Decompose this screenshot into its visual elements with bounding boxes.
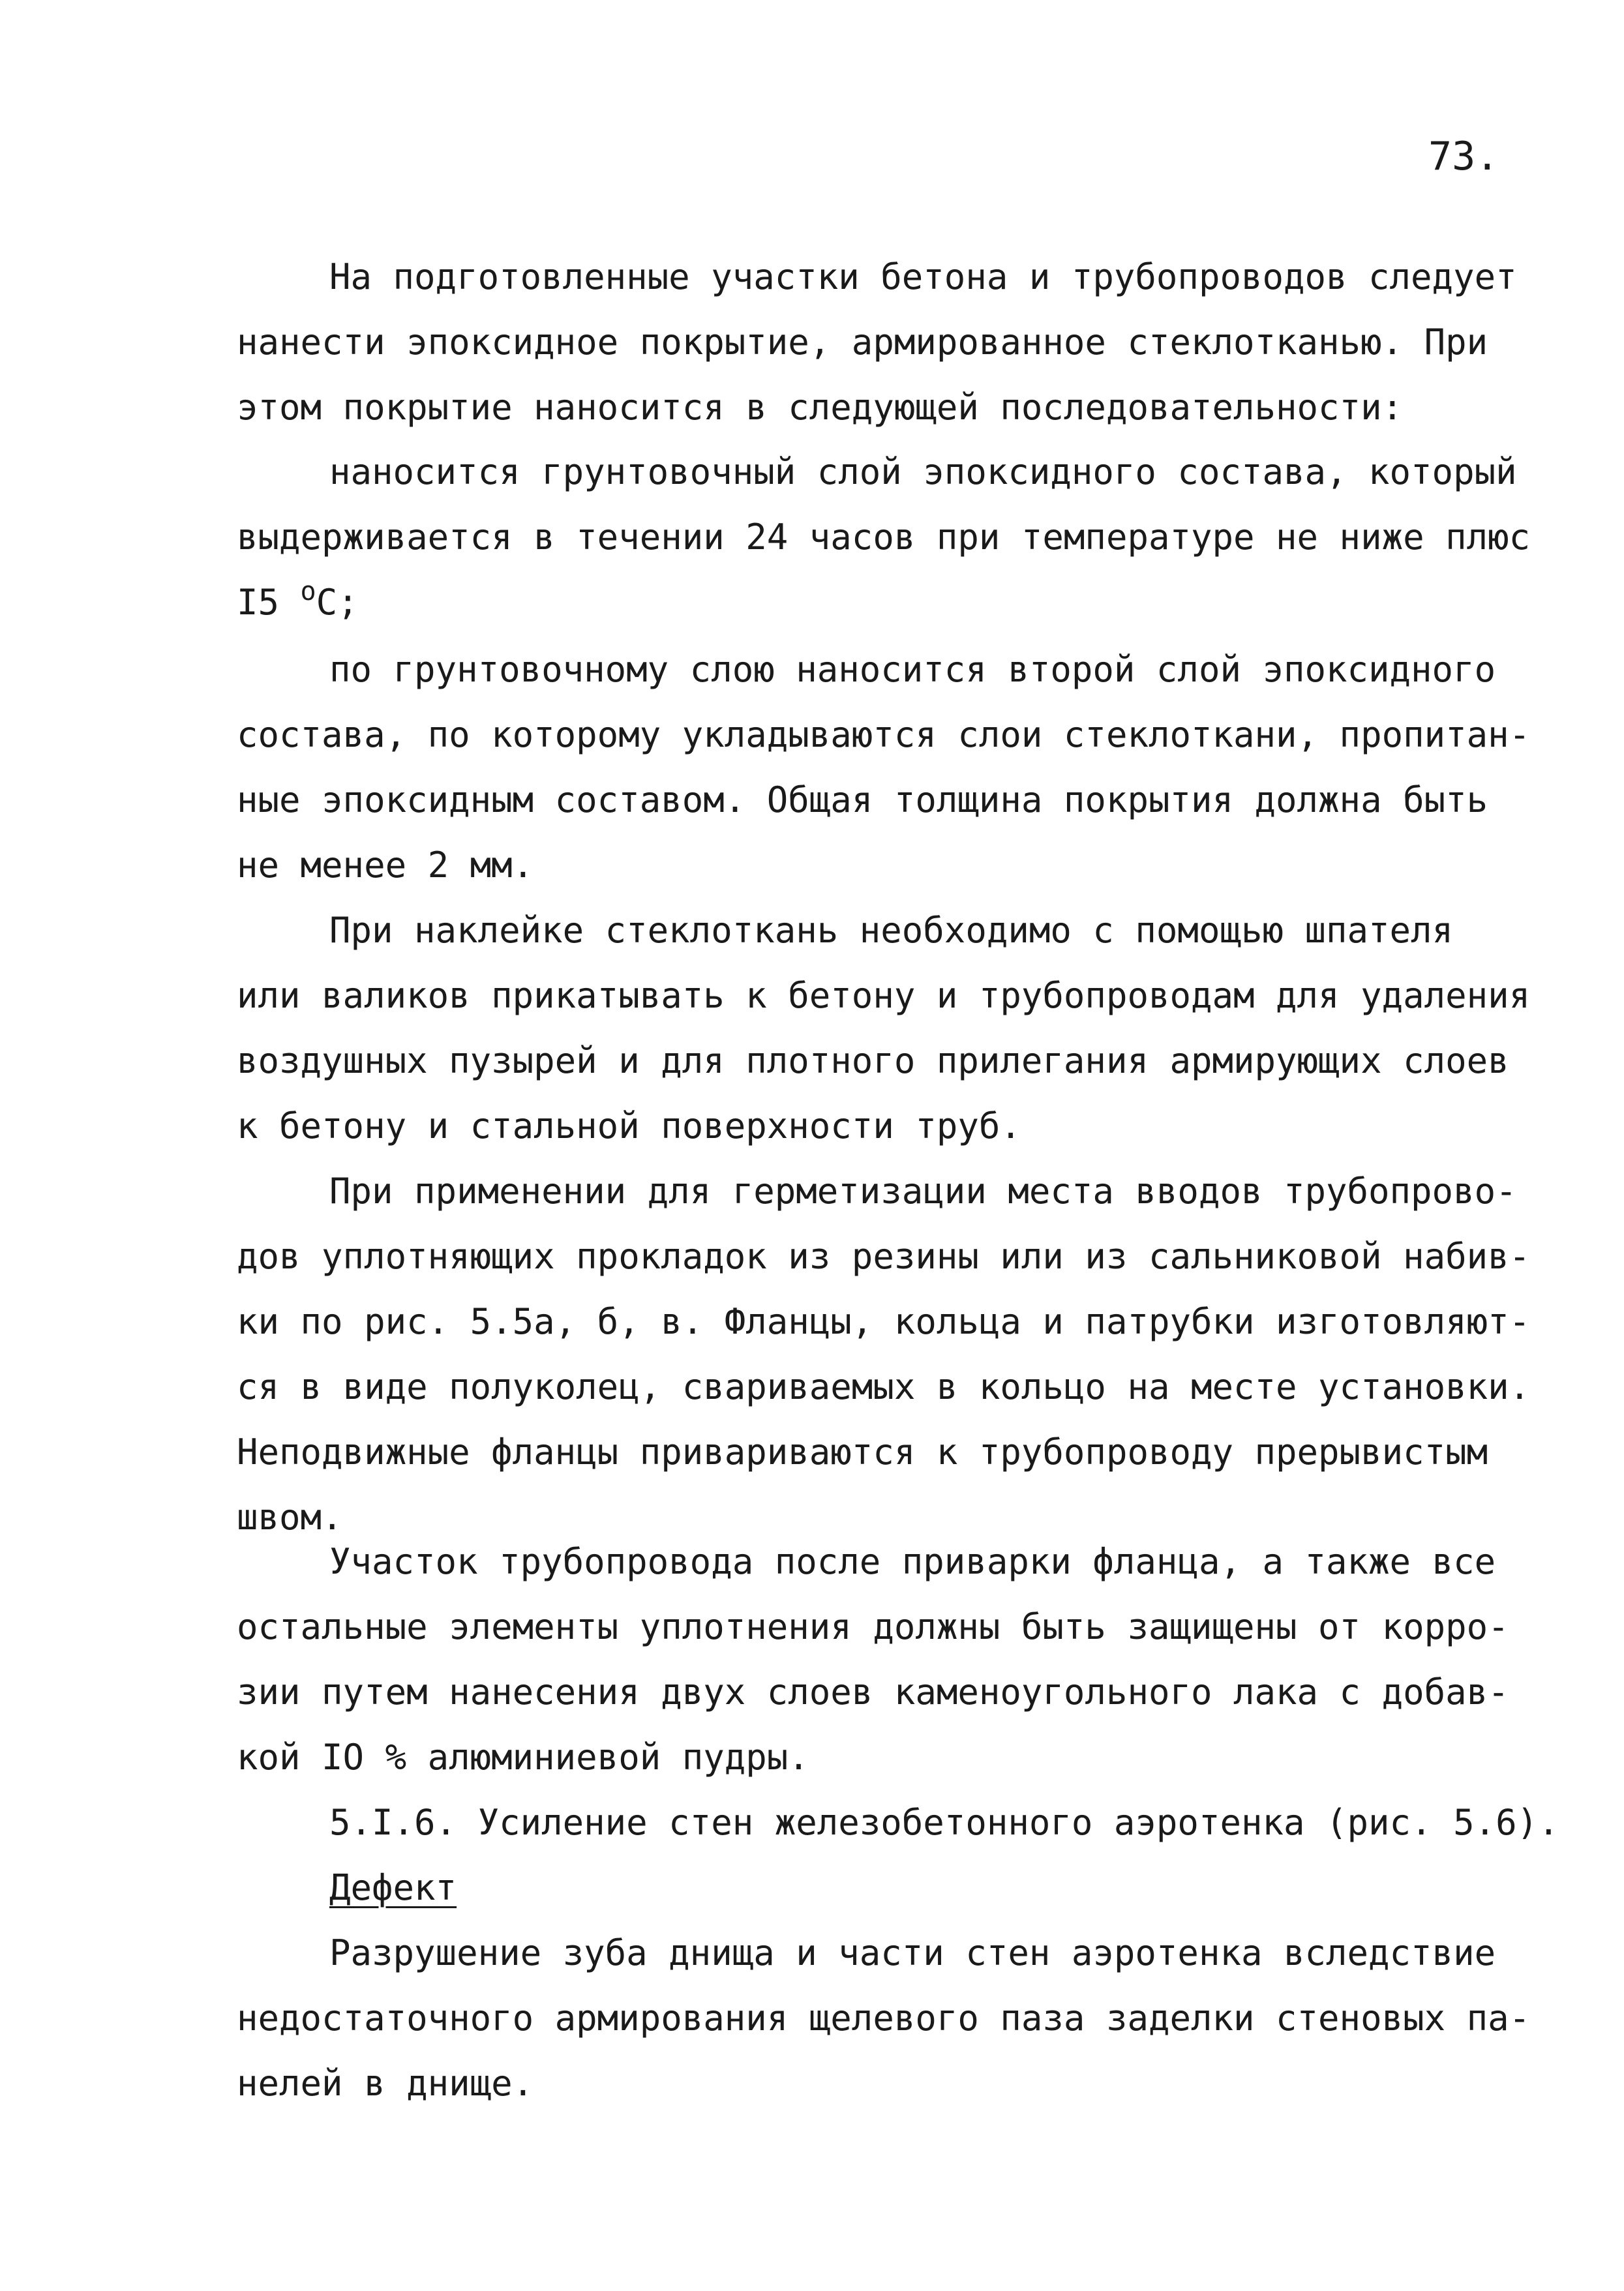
text-line: Участок трубопровода после приварки фланца, а также все (329, 1541, 1496, 1582)
text-line: этом покрытие наносится в следующей последовательности: (237, 387, 1404, 428)
temperature-unit: C; (316, 582, 359, 623)
text-line: не менее 2 мм. (237, 845, 534, 886)
text-line: недостаточного армирования щелевого паза заделки стеновых па- (237, 1998, 1531, 2039)
text-line: При наклейке стеклоткань необходимо с помощью шпателя (329, 910, 1454, 951)
degree-symbol: o (300, 576, 316, 606)
text-line: или валиков прикатывать к бетону и трубопроводам для удаления (237, 975, 1531, 1016)
text-line: наносится грунтовочный слой эпоксидного состава, который (329, 451, 1517, 492)
text-line: На подготовленные участки бетона и трубопроводов следует (329, 256, 1517, 297)
text-line: Неподвижные фланцы привариваются к трубопроводу прерывистым (237, 1431, 1488, 1473)
temperature-value: I5 (237, 582, 301, 623)
text-line: выдерживается в течении 24 часов при температуре не ниже плюс (237, 517, 1531, 558)
text-line: При применении для герметизации места вводов трубопрово- (329, 1171, 1517, 1212)
text-line: к бетону и стальной поверхности труб. (237, 1105, 1021, 1146)
text-line: дов уплотняющих прокладок из резины или из сальниковой набив- (237, 1236, 1531, 1277)
page-number: 73. (1428, 134, 1499, 179)
text-line: ки по рис. 5.5а, б, в. Фланцы, кольца и патрубки изготовляют- (237, 1301, 1531, 1342)
text-line: зии путем нанесения двух слоев каменоугольного лака с добав- (237, 1671, 1509, 1713)
defect-heading: Дефект (329, 1867, 457, 1908)
section-heading: 5.I.6. Усиление стен железобетонного аэротенка (рис. 5.6). (329, 1802, 1559, 1843)
text-line: состава, по которому укладываются слои стеклоткани, пропитан- (237, 714, 1531, 755)
text-line: по грунтовочному слою наносится второй слой эпоксидного (329, 649, 1496, 690)
text-line: остальные элементы уплотнения должны быть защищены от корро- (237, 1606, 1509, 1647)
text-line: ные эпоксидным составом. Общая толщина покрытия должна быть (237, 779, 1488, 820)
text-line: швом. (237, 1497, 343, 1538)
text-line: нанести эпоксидное покрытие, армированное стеклотканью. При (237, 322, 1488, 363)
text-line: воздушных пузырей и для плотного прилегания армирующих слоев (237, 1040, 1509, 1081)
text-line: кой IO % алюминиевой пудры. (237, 1737, 809, 1778)
text-line: нелей в днище. (237, 2063, 534, 2104)
temperature-line (237, 576, 359, 623)
text-line: Разрушение зуба днища и части стен аэротенка вследствие (329, 1932, 1496, 1973)
text-line: ся в виде полуколец, свариваемых в кольцо на месте установки. (237, 1366, 1531, 1407)
